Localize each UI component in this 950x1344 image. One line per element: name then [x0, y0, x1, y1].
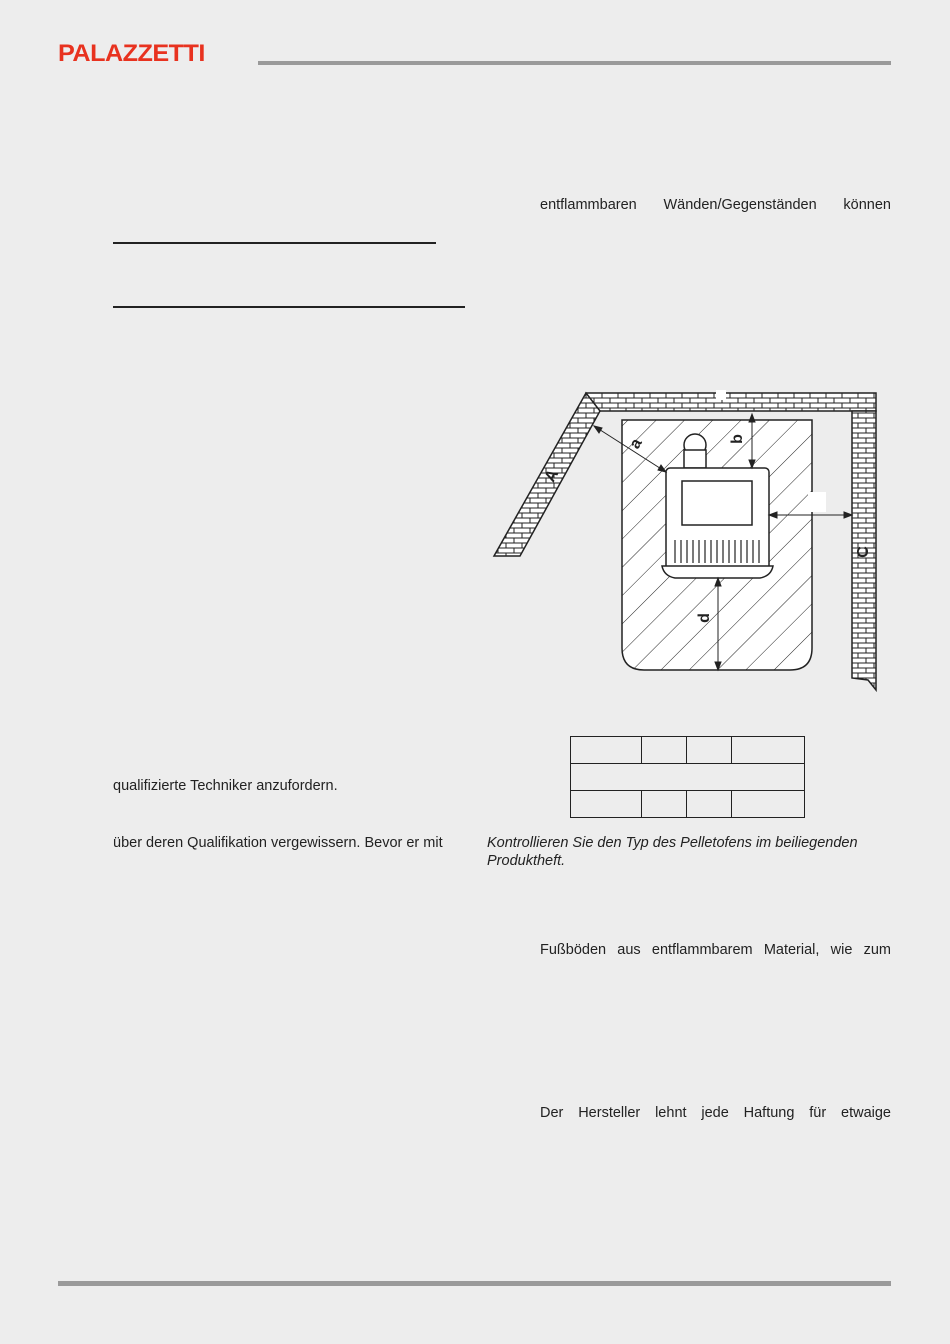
paragraph-line: qualifizierte Techniker anzufordern.	[113, 778, 338, 794]
table-row	[571, 737, 805, 764]
header-rule	[258, 61, 891, 65]
paragraph-line: entflammbaren Wänden/Gegenständen können	[540, 197, 891, 213]
brand-logo: PALAZZETTI	[58, 40, 205, 67]
table-row	[571, 791, 805, 818]
table-cell	[642, 737, 687, 764]
section-underline	[113, 242, 436, 244]
paragraph-line: Der Hersteller lehnt jede Haftung für etwaige	[540, 1105, 891, 1121]
label-A: A	[541, 466, 563, 485]
paragraph-line: über deren Qualifikation vergewissern. Bevor er mit	[113, 835, 443, 851]
table-cell	[571, 791, 642, 818]
clearance-table	[570, 736, 805, 818]
table-cell	[687, 791, 732, 818]
stove-clearance-diagram	[490, 388, 890, 703]
table-cell	[642, 791, 687, 818]
label-a: a	[626, 435, 646, 452]
table-cell	[571, 764, 805, 791]
table-cell	[732, 737, 805, 764]
table-cell	[732, 791, 805, 818]
paragraph-line: Fußböden aus entflammbarem Material, wie zum	[540, 942, 891, 958]
section-underline	[113, 306, 465, 308]
table-cell	[571, 737, 642, 764]
figure-caption: Kontrollieren Sie den Typ des Pelletofens im beiliegenden Produktheft.	[487, 835, 858, 869]
label-b: b	[729, 434, 746, 444]
label-C: C	[855, 546, 872, 558]
table-row	[571, 764, 805, 791]
label-d: d	[696, 613, 713, 623]
table-cell	[687, 737, 732, 764]
footer-rule	[58, 1281, 891, 1286]
